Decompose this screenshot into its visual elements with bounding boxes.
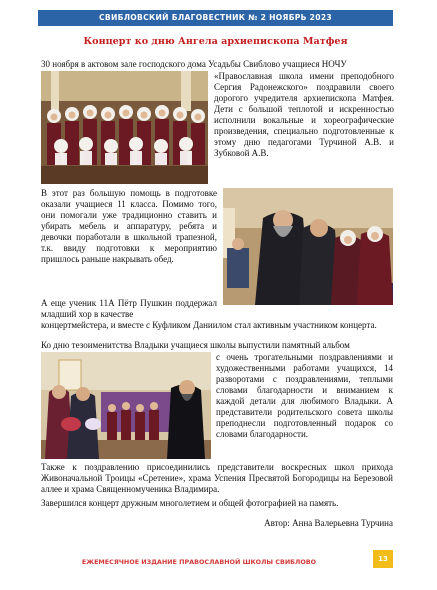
paragraph-5: Также к поздравлению присоединились представители воскресных школ прихода Живоначальной Троицы «Сретение», храма Успения Пресвятой Богородицы на Березовой аллее и храма Священномученика Владимира. <box>41 462 393 494</box>
footer-text: ЕЖЕМЕСЯЧНОЕ ИЗДАНИЕ ПРАВОСЛАВНОЙ ШКОЛЫ СВИБЛОВО <box>81 558 317 566</box>
clergy-audience-photo <box>223 188 393 305</box>
newsletter-header: СВИБЛОВСКИЙ БЛАГОВЕСТНИК № 2 НОЯБРЬ 2023 <box>38 10 393 26</box>
paragraph-6: Завершился концерт дружным многолетием и общей фотографией на память. <box>41 498 339 508</box>
paragraph-2: В этот раз большую помощь в подготовке оказали учащиеся 11 класса. Помимо того, они помогали уже традиционно ставить и убирать мебель и аппаратуру, ребята и девочки поработали в школьной трапезной, т.к. ввиду подготовки к мероприятию пришлось раньше накрывать обед. <box>41 188 217 264</box>
article-author: Автор: Анна Валерьевна Турчина <box>264 518 393 528</box>
paragraph-1-right: «Православная школа имени преподобного Сергия Радонежского» поздравили своего дорогого учредителя архиепископа Матфея. Дети с большой теплотой и искренностью исполнили вокальные и хореографические произведения, специально подготовленные к этому дню педагогами Турчиной А.В. и Зубковой А.В. <box>214 71 394 158</box>
intro-line: 30 ноября в актовом зале господского дома Усадьбы Свиблово учащиеся НОЧУ <box>41 59 347 69</box>
choir-photo <box>41 71 208 184</box>
album-presentation-photo <box>41 352 211 459</box>
page-number: 13 <box>373 550 393 568</box>
paragraph-3-start: А еще ученик 11А Пётр Пушкин поддержал младший хор в качестве <box>41 298 217 319</box>
paragraph-3-end: концертмейстера, и вместе с Куфликом Даниилом стал активным участником концерта. <box>41 320 377 330</box>
paragraph-4-start: Ко дню тезоименитства Владыки учащиеся школы выпустили памятный альбом <box>41 340 350 350</box>
paragraph-4-right: с очень трогательными поздравлениями и художественными работами учащихся, 14 разворотами с поздравлениями, теплыми словами благодарности и вниманием к каждой детали для любимого Владыки. А представители родительского совета школы преподнесли подготовленный подарок со словами благодарности. <box>216 352 393 439</box>
article-title: Концерт ко дню Ангела архиепископа Матфея <box>83 36 348 47</box>
